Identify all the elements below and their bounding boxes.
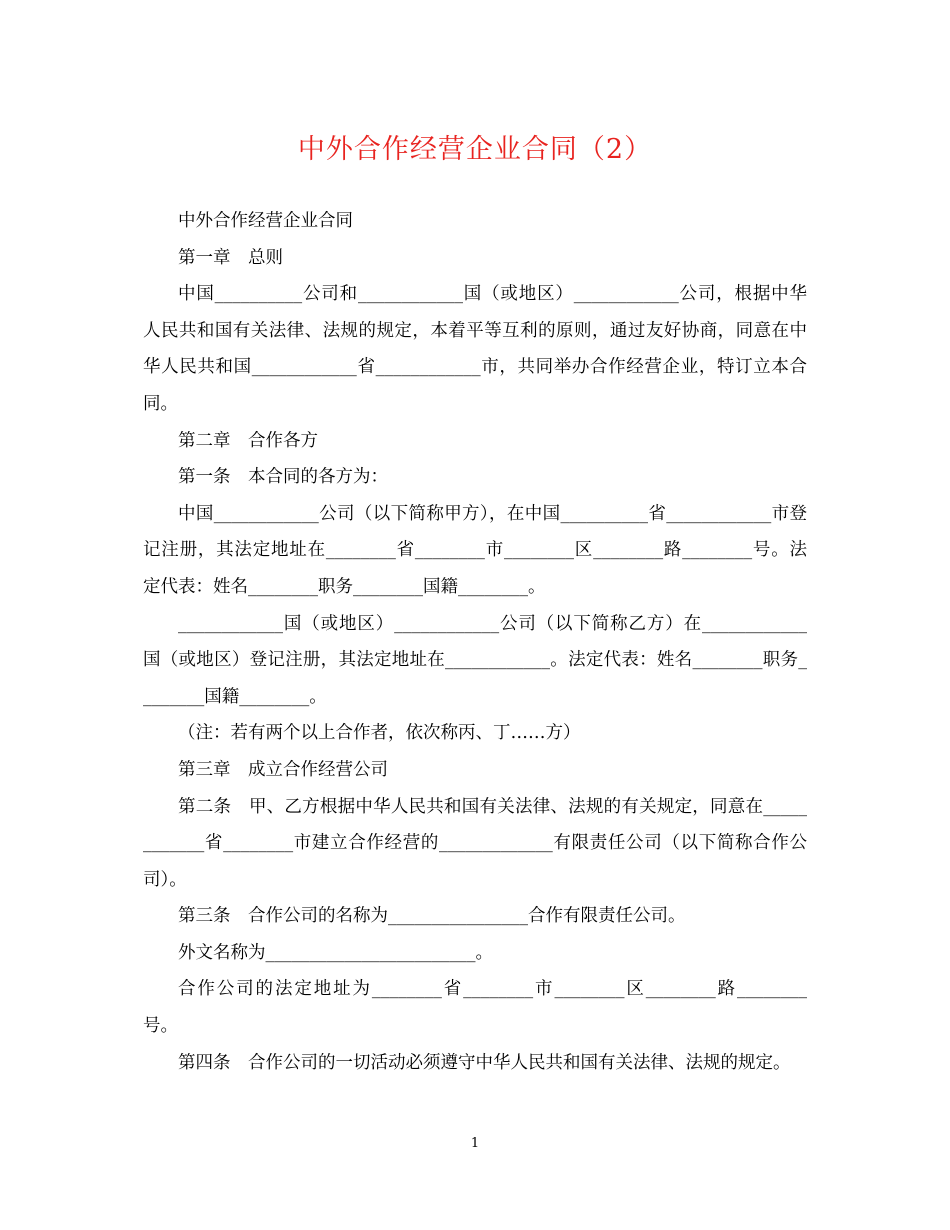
- paragraph: 中国____________公司（以下简称甲方），在中国__________省____________市登记注册，其法定地址在________省________市________区________路________号。法定代表：姓名________职务________国籍________。: [143, 503, 807, 597]
- document-body: [143, 203, 807, 1081]
- paragraph: 中外合作经营企业合同: [178, 211, 353, 231]
- note: （注：若有两个以上合作者，依次称丙、丁……方）: [178, 723, 581, 744]
- paragraph: 第三条 合作公司的名称为________________合作有限责任公司。: [178, 906, 686, 927]
- paragraph: 外文名称为________________________。: [178, 942, 493, 963]
- article-heading: 第一条 本合同的各方为：: [178, 467, 388, 488]
- page-number: 1: [470, 1136, 480, 1151]
- chapter-heading: 第一章 总则: [178, 247, 283, 268]
- paragraph: 第四条 合作公司的一切活动必须遵守中华人民共和国有关法律、法规的规定。: [178, 1052, 791, 1073]
- chapter-heading: 第三章 成立合作经营公司: [178, 759, 388, 780]
- document-title: 中外合作经营企业合同（2）: [297, 134, 653, 165]
- chapter-heading: 第二章 合作各方: [178, 430, 318, 451]
- paragraph: 合作公司的法定地址为________省________市________区________路________号。: [143, 979, 807, 1037]
- paragraph: 中国__________公司和____________国（或地区）____________公司，根据中华人民共和国有关法律、法规的规定，本着平等互利的原则，通过友好协商，同意在中华人民共和国____________省____________市，共同举办合作经营企业，特订立本合同。: [143, 284, 807, 414]
- paragraph: 第二条 甲、乙方根据中华人民共和国有关法律、法规的有关规定，同意在____________省________市建立合作经营的_____________有限责任公司（以下简称合作公司）。: [143, 796, 807, 890]
- paragraph: ____________国（或地区）____________公司（以下简称乙方）在____________国（或地区）登记注册，其法定地址在____________。法定代表：姓名________职务________国籍________。: [143, 613, 807, 707]
